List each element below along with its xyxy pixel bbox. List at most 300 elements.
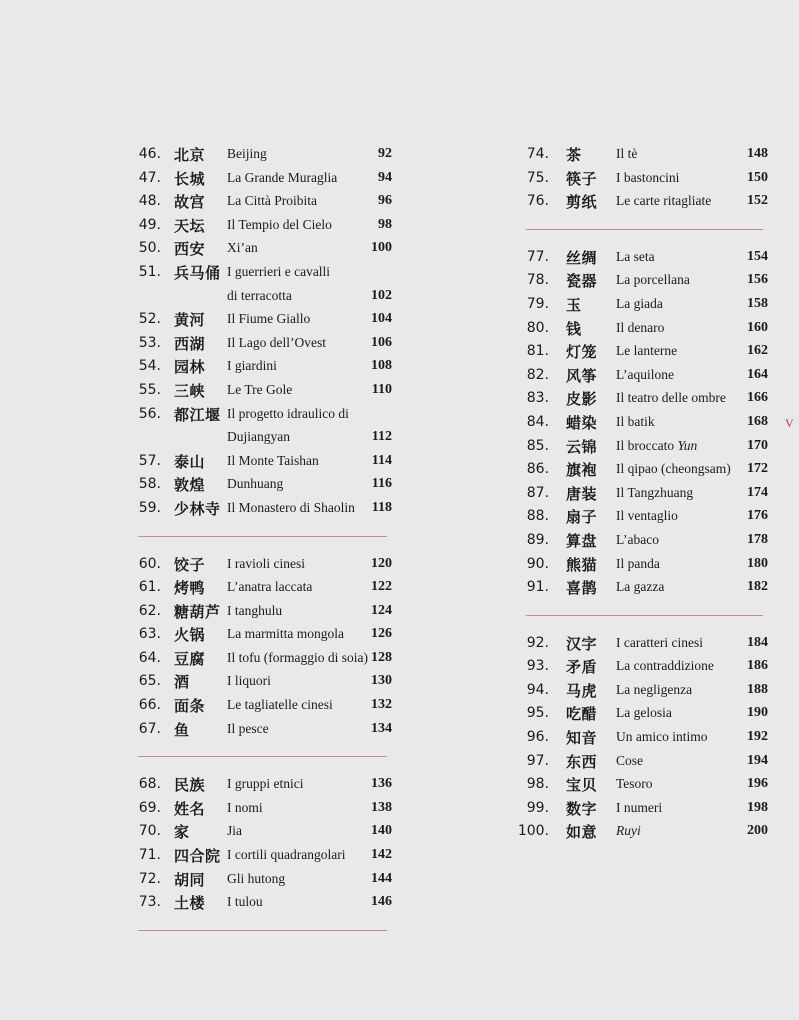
entry-page-number: 94 [378, 169, 392, 185]
entry-chinese-title: 饺子 [174, 555, 206, 574]
toc-entry [518, 142, 768, 166]
entry-number: 82. [526, 366, 549, 383]
entry-italian-text: Beijing [227, 146, 267, 161]
entry-italian-text: Cose [616, 752, 643, 768]
entry-italian-title [227, 453, 319, 469]
entry-chinese-title: 鱼 [174, 720, 190, 739]
entry-italian-text: La giada [616, 295, 663, 311]
entry-italian-title [227, 311, 310, 327]
entry-chinese-title: 烤鸭 [174, 579, 206, 598]
entry-page-number: 190 [747, 705, 768, 721]
entry-page-number: 98 [378, 216, 392, 232]
entry-italian-text: I nomi [227, 799, 263, 815]
entry-chinese-title: 熊猫 [566, 555, 598, 574]
entry-italian-title [616, 170, 679, 186]
entry-italian-text: Il progetto idraulico di [227, 405, 349, 421]
toc-entry [518, 292, 768, 316]
toc-entry [130, 622, 392, 646]
entry-page-number: 128 [371, 649, 392, 665]
entry-chinese-title: 丝绸 [566, 248, 598, 267]
entry-chinese-title: 皮影 [566, 390, 598, 409]
entry-italian-title [227, 429, 290, 445]
entry-italian-title [616, 658, 714, 674]
toc-entry [518, 339, 768, 363]
entry-italian-text: Il teatro delle ombre [616, 390, 726, 406]
toc-entry [518, 819, 768, 843]
entry-page-number: 96 [378, 193, 392, 209]
entry-number: 72. [138, 870, 161, 887]
entry-number: 80. [526, 319, 549, 336]
entry-chinese-title: 瓷器 [566, 272, 598, 291]
entry-chinese-title: 宝贝 [566, 776, 598, 795]
entry-italian-title [227, 579, 312, 595]
entry-chinese-title: 面条 [174, 697, 206, 716]
toc-entry [518, 166, 768, 190]
toc-entry [130, 575, 392, 599]
toc-entry [130, 552, 392, 576]
entry-page-number: 148 [747, 146, 768, 161]
entry-italian-title [616, 682, 692, 698]
entry-number: 77. [526, 248, 549, 265]
entry-italian-title [227, 894, 263, 910]
entry-number: 92. [526, 634, 549, 651]
entry-chinese-title: 剪纸 [566, 193, 598, 212]
entry-number: 75. [526, 169, 549, 186]
toc-entry [130, 472, 392, 496]
entry-chinese-title: 矛盾 [566, 658, 598, 677]
entry-chinese-title: 吃醋 [566, 705, 598, 724]
entry-number: 84. [526, 413, 549, 430]
toc-entry [130, 890, 392, 914]
entry-italian-text: La seta [616, 248, 655, 264]
entry-number: 55. [138, 381, 161, 398]
toc-entry [518, 631, 768, 655]
entry-chinese-title: 土楼 [174, 894, 206, 913]
entry-page-number: 110 [371, 381, 392, 397]
entry-italian-text: Il tè [616, 146, 638, 161]
entry-number: 73. [138, 894, 161, 911]
entry-italian-title [227, 500, 355, 516]
entry-page-number: 162 [747, 343, 768, 359]
entry-page-number: 164 [747, 366, 768, 382]
entry-page-number: 172 [747, 461, 768, 477]
entry-page-number: 102 [371, 287, 392, 303]
entry-italian-title [616, 438, 697, 454]
entry-italian-title [616, 296, 663, 312]
entry-number: 69. [138, 799, 161, 816]
entry-chinese-title: 长城 [174, 169, 206, 188]
entry-italian-title [616, 800, 662, 816]
entry-italian-text: Un amico intimo [616, 729, 708, 745]
entry-italian-title [616, 390, 726, 406]
entry-italian-title [227, 556, 305, 572]
toc-entry [518, 725, 768, 749]
entry-italian-title [227, 382, 292, 398]
entry-page-number: 186 [747, 658, 768, 674]
toc-entry [518, 410, 768, 434]
toc-entry [130, 819, 392, 843]
entry-page-number: 140 [371, 823, 392, 839]
entry-italian-text: Il Fiume Giallo [227, 311, 311, 327]
toc-entry [518, 457, 768, 481]
entry-page-number: 156 [747, 272, 768, 288]
entry-italian-text: La gazza [616, 579, 665, 595]
entry-page-number: 120 [371, 555, 392, 571]
entry-italian-text: Dujiangyan [227, 429, 290, 445]
toc-entry [518, 796, 768, 820]
entry-page-number: 150 [747, 169, 768, 185]
entry-italian-title [227, 871, 285, 887]
entry-page-number: 132 [371, 697, 392, 713]
entry-page-number: 196 [747, 776, 768, 792]
entry-number: 85. [526, 437, 549, 454]
toc-entry [130, 867, 392, 891]
entry-page-number: 124 [371, 602, 392, 618]
entry-italian-title [227, 650, 368, 666]
entry-chinese-title: 旗袍 [566, 461, 598, 480]
entry-number: 60. [138, 555, 161, 572]
entry-italian-title [227, 217, 332, 233]
entry-number: 93. [526, 658, 549, 675]
toc-entry [130, 796, 392, 820]
entry-number: 68. [138, 776, 161, 793]
entry-italian-text: I tulou [227, 894, 263, 910]
entry-page-number: 166 [747, 390, 768, 406]
entry-italian-text: I gruppi etnici [227, 776, 304, 792]
entry-chinese-title: 扇子 [566, 508, 598, 527]
entry-number: 86. [526, 461, 549, 478]
entry-page-number: 108 [371, 358, 392, 374]
entry-italian-text: I cortili quadrangolari [227, 847, 346, 863]
entry-page-number: 170 [747, 437, 768, 453]
entry-chinese-title: 泰山 [174, 452, 206, 471]
section-divider [130, 914, 392, 946]
entry-page-number: 158 [747, 295, 768, 311]
entry-italian-title [227, 193, 317, 209]
entry-chinese-title: 喜鹊 [566, 579, 598, 598]
entry-italian-text: I liquori [227, 673, 271, 689]
entry-page-number: 130 [371, 673, 392, 689]
section-divider [130, 740, 392, 772]
toc-entry [518, 678, 768, 702]
entry-page-number: 138 [371, 799, 392, 815]
toc-entry [518, 386, 768, 410]
entry-italian-text: Il Lago dell’Ovest [227, 334, 326, 350]
entry-number: 83. [526, 390, 549, 407]
toc-entry [518, 434, 768, 458]
entry-page-number: 136 [371, 776, 392, 792]
entry-italian-text: Le lanterne [616, 343, 678, 359]
entry-italian-title [616, 485, 693, 501]
entry-italian-title [227, 847, 345, 863]
entry-number: 61. [138, 579, 161, 596]
entry-italian-title [616, 272, 690, 288]
section-divider [130, 520, 392, 552]
entry-italian-title [616, 579, 664, 595]
entry-italian-title [616, 414, 655, 430]
entry-italian-title [227, 673, 271, 689]
entry-page-number: 152 [747, 193, 768, 209]
entry-page-number: 142 [371, 847, 392, 863]
entry-page-number: 194 [747, 752, 768, 768]
toc-entry [130, 669, 392, 693]
entry-number: 65. [138, 673, 161, 690]
entry-italian-text: I guerrieri e cavalli [227, 263, 331, 279]
entry-chinese-title: 糖葫芦 [174, 602, 221, 621]
entry-italian-title [227, 358, 277, 374]
entry-italian-text: La gelosia [616, 705, 672, 721]
entry-number: 64. [138, 649, 161, 666]
entry-italian-text: Le tagliatelle cinesi [227, 697, 333, 713]
toc-entry [518, 316, 768, 340]
entry-italian-title [616, 635, 703, 651]
entry-chinese-title: 如意 [566, 823, 598, 842]
entry-number: 88. [526, 508, 549, 525]
entry-page-number: 126 [371, 626, 392, 642]
entry-italian-text: L’aquilone [616, 366, 674, 382]
entry-page-number: 92 [378, 146, 392, 161]
entry-number: 78. [526, 272, 549, 289]
section-divider [518, 599, 768, 631]
entry-italian-text: Il Tempio del Cielo [227, 216, 332, 232]
toc-entry [518, 575, 768, 599]
entry-italian-title [616, 146, 637, 162]
entry-italian-text: Il tofu (formaggio di soia) [227, 649, 368, 665]
entry-number: 48. [138, 193, 161, 210]
entry-number: 62. [138, 602, 161, 619]
toc-entry [518, 363, 768, 387]
toc-entry [518, 528, 768, 552]
entry-italian-text: Le Tre Gole [227, 381, 293, 397]
entry-italian-title [227, 170, 337, 186]
entry-number: 91. [526, 579, 549, 596]
entry-number: 79. [526, 295, 549, 312]
entry-chinese-title: 唐装 [566, 484, 598, 503]
entry-italian-text: I tanghulu [227, 602, 283, 618]
entry-page-number: 116 [371, 476, 392, 492]
entry-number: 63. [138, 626, 161, 643]
entry-italian-title [616, 461, 731, 477]
toc-entry [130, 260, 392, 284]
toc-entry [130, 378, 392, 402]
toc-column-right [518, 142, 768, 843]
entry-italian-text: I numeri [616, 799, 663, 815]
page-marker: V [785, 416, 794, 430]
entry-chinese-title: 火锅 [174, 626, 206, 645]
entry-number: 49. [138, 216, 161, 233]
entry-italian-text: I giardini [227, 358, 277, 374]
toc-entry [130, 717, 392, 741]
entry-chinese-title: 天坛 [174, 216, 206, 235]
entry-page-number: 188 [747, 681, 768, 697]
entry-page-number: 112 [371, 429, 392, 445]
entry-number: 46. [138, 146, 161, 162]
entry-italian-title [227, 776, 303, 792]
entry-italian-text: Il batik [616, 413, 655, 429]
entry-italian-text: Il ventaglio [616, 508, 678, 524]
entry-chinese-title: 西安 [174, 240, 206, 259]
entry-italian-title [227, 335, 326, 351]
entry-number: 99. [526, 799, 549, 816]
entry-chinese-title: 豆腐 [174, 649, 206, 668]
toc-entry [130, 307, 392, 331]
entry-chinese-title: 蜡染 [566, 413, 598, 432]
entry-italian-text: L’anatra laccata [227, 579, 313, 595]
entry-italian-title [227, 626, 344, 642]
entry-chinese-title: 数字 [566, 799, 598, 818]
entry-italian-text: Il broccato [616, 437, 675, 453]
entry-chinese-title: 都江堰 [174, 405, 221, 424]
entry-chinese-title: 故宫 [174, 193, 206, 212]
entry-italian-text: Il Monastero di Shaolin [227, 499, 355, 515]
entry-page-number: 122 [371, 579, 392, 595]
entry-page-number: 114 [371, 452, 392, 468]
toc-entry [130, 496, 392, 520]
entry-italian-text: Il Monte Taishan [227, 452, 319, 468]
toc-entry [518, 268, 768, 292]
entry-italian-title [227, 264, 330, 280]
entry-italian-title [616, 729, 708, 745]
entry-italian-text: Gli hutong [227, 870, 286, 886]
entry-number: 59. [138, 499, 161, 516]
entry-chinese-title: 西湖 [174, 334, 206, 353]
toc-entry [130, 166, 392, 190]
entry-italian-text: Il denaro [616, 319, 665, 335]
entry-italian-title [227, 476, 283, 492]
entry-italian-title [616, 508, 678, 524]
entry-italian-title [616, 320, 664, 336]
toc-entry [130, 772, 392, 796]
entry-italian-title [227, 240, 258, 256]
toc-entry [130, 236, 392, 260]
toc-entry [518, 552, 768, 576]
entry-number: 74. [526, 146, 549, 162]
entry-italian-title [227, 603, 282, 619]
entry-italian-title [227, 721, 269, 737]
toc-column-left [130, 142, 392, 946]
entry-italian-title [616, 532, 659, 548]
entry-italian-title [616, 249, 655, 265]
entry-italian-text: I ravioli cinesi [227, 555, 305, 571]
entry-italic-term: Ruyi [616, 823, 641, 839]
entry-italian-title [616, 705, 672, 721]
entry-page-number: 106 [371, 334, 392, 350]
entry-chinese-title: 马虎 [566, 681, 598, 700]
toc-entry [518, 749, 768, 773]
entry-italian-text: Dunhuang [227, 476, 284, 492]
entry-number: 100. [517, 823, 549, 840]
entry-number: 66. [138, 697, 161, 714]
entry-chinese-title: 四合院 [174, 847, 221, 866]
entry-page-number: 182 [747, 579, 768, 595]
entry-italian-text: Il Tangzhuang [616, 484, 694, 500]
entry-page-number: 146 [371, 894, 392, 910]
entry-chinese-title: 灯笼 [566, 343, 598, 362]
entry-italian-title [616, 367, 674, 383]
entry-page-number: 134 [371, 720, 392, 736]
entry-page-number: 118 [371, 499, 392, 515]
entry-italian-title [616, 556, 660, 572]
entry-number: 50. [138, 240, 161, 257]
entry-italian-title [616, 753, 643, 769]
toc-entry [130, 142, 392, 166]
entry-number: 67. [138, 720, 161, 737]
entry-italian-text: La negligenza [616, 681, 693, 697]
entry-italian-text: La contraddizione [616, 658, 714, 674]
entry-chinese-title: 黄河 [174, 311, 206, 330]
entry-chinese-title: 民族 [174, 776, 206, 795]
entry-number: 94. [526, 681, 549, 698]
section-divider [518, 213, 768, 245]
entry-number: 52. [138, 311, 161, 328]
entry-italian-text: Xi’an [227, 240, 258, 256]
entry-italian-title [227, 800, 263, 816]
entry-italian-text: L’abaco [616, 531, 659, 547]
entry-page-number: 160 [747, 319, 768, 335]
entry-number: 47. [138, 169, 161, 186]
toc-entry [518, 245, 768, 269]
entry-page-number: 192 [747, 729, 768, 745]
entry-italian-text: La Grande Muraglia [227, 169, 338, 185]
entry-chinese-title: 姓名 [174, 799, 206, 818]
toc-entry [130, 693, 392, 717]
entry-chinese-title: 北京 [174, 146, 206, 164]
entry-italian-text: Jia [227, 823, 242, 839]
entry-italian-text: Il qipao (cheongsam) [616, 461, 731, 477]
entry-italian-title [616, 823, 641, 839]
entry-chinese-title: 胡同 [174, 870, 206, 889]
entry-italian-title [227, 697, 333, 713]
entry-page-number: 174 [747, 484, 768, 500]
toc-entry [518, 772, 768, 796]
entry-chinese-title: 算盘 [566, 531, 598, 550]
toc-entry [518, 189, 768, 213]
entry-number: 56. [138, 405, 161, 422]
entry-number: 76. [526, 193, 549, 210]
entry-chinese-title: 风筝 [566, 366, 598, 385]
toc-entry [130, 843, 392, 867]
entry-page-number: 144 [371, 870, 392, 886]
toc-entry [518, 504, 768, 528]
entry-number: 81. [526, 343, 549, 360]
toc-entry [130, 646, 392, 670]
entry-italian-text: Le carte ritagliate [616, 193, 712, 209]
entry-chinese-title: 知音 [566, 729, 598, 748]
toc-entry [518, 701, 768, 725]
entry-italian-text: di terracotta [227, 287, 292, 303]
entry-page-number: 178 [747, 531, 768, 547]
entry-italian-title [227, 146, 267, 162]
entry-chinese-title: 汉字 [566, 634, 598, 653]
entry-number: 95. [526, 705, 549, 722]
toc-entry [130, 284, 392, 308]
entry-italian-title [227, 288, 292, 304]
entry-chinese-title: 兵马俑 [174, 263, 221, 282]
entry-number: 71. [138, 847, 161, 864]
entry-number: 89. [526, 531, 549, 548]
entry-italian-title [227, 823, 242, 839]
toc-entry [518, 654, 768, 678]
entry-italian-title [616, 776, 653, 792]
entry-page-number: 104 [371, 311, 392, 327]
toc-entry [130, 599, 392, 623]
entry-number: 70. [138, 823, 161, 840]
entry-italian-text: La porcellana [616, 272, 690, 288]
entry-chinese-title: 筷子 [566, 169, 598, 188]
toc-entry [130, 331, 392, 355]
toc-entry [130, 189, 392, 213]
entry-page-number: 184 [747, 634, 768, 650]
